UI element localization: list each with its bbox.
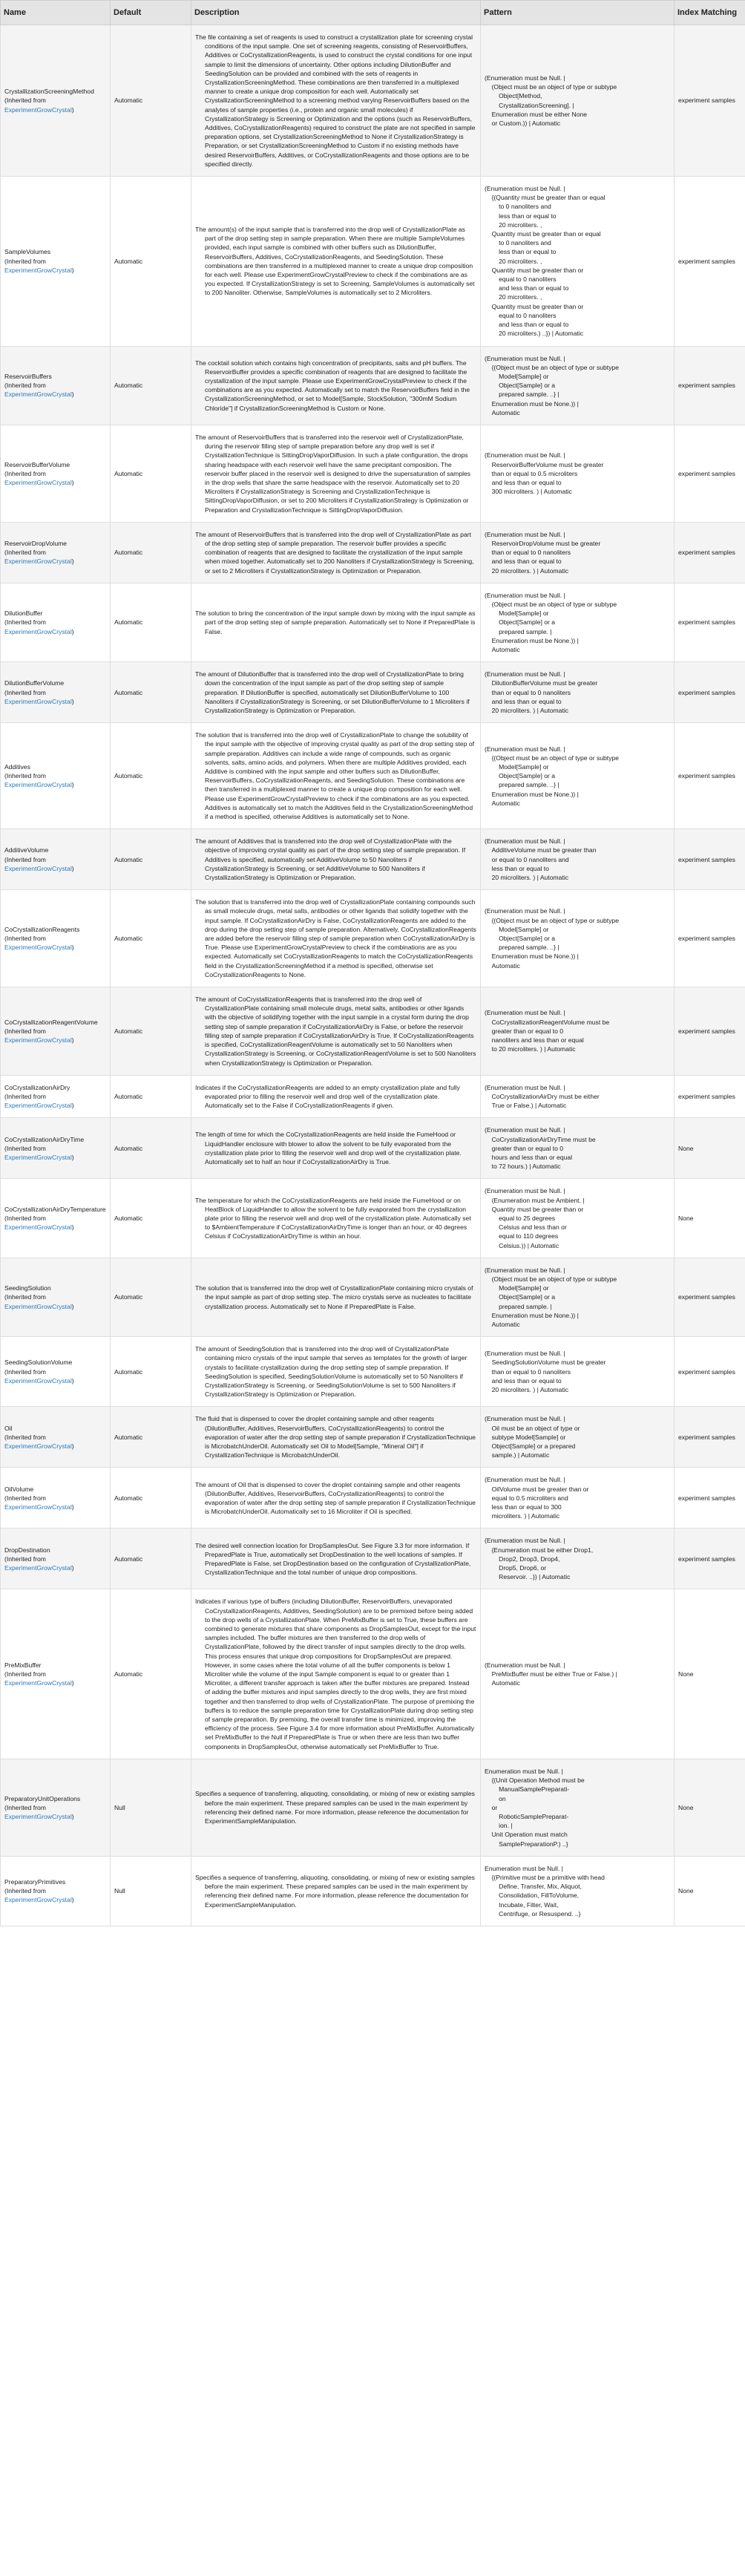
inherited-link[interactable]: ExperimentGrowCrystal (4, 478, 72, 486)
option-index-matching: experiment samples (675, 1075, 745, 1118)
option-name-cell (1, 1118, 111, 1179)
option-name-cell (1, 1075, 111, 1118)
option-name-cell (1, 1407, 111, 1468)
option-description: The file containing a set of reagents is used to construct a crystallization plate for screening crystal conditions of the input sample. One set of screening reagents, consisting of ReservoirBuffers, Additives or CoCrystallizationReagents, is used to construct the crystal conditions for one input sample to limit the dimensions of uncertainty. Other options including DilutionBuffer and SeedingSolution can be provided and combined with the sets of reagents in CrystallizationScreeningMethod. These combinations are then transferred in a multiplexed manner to create a unique drop composition for each well. Automatically set CrystallizationScreeningMethod to a screening method varying ReservoirBuffers based on the analytes of sample properties (i.e., protein and organic small molecules) if CrystallizationStrategy is Screening or Optimization and the options (such as ReservoirBuffers, Additives, CoCrystallizationReagents) required to construct the plate are not specified in sample preparation options, set CrystallizationScreeningMethod to None if CrystallizationStrategy is Preparation, or set CrystallizationScreeningMethod to Custom if no existing methods have desired ReservoirBuffers, Additives, or CoCrystallizationReagents and those options are to be specified directly. (195, 33, 476, 168)
option-name: Oil (4, 1424, 13, 1432)
inherited-suffix: ) (71, 266, 74, 274)
option-name: SeedingSolution (4, 1284, 51, 1292)
inherited-note (4, 771, 106, 789)
option-row (1, 1118, 745, 1179)
option-index-matching: experiment samples (675, 522, 745, 583)
option-row (1, 1759, 745, 1856)
inherited-note (4, 469, 106, 487)
option-default: Automatic (111, 662, 191, 723)
option-name-cell (1, 987, 111, 1076)
option-name-cell (1, 346, 111, 425)
inherited-note (4, 1886, 106, 1904)
option-row (1, 890, 745, 987)
inherited-note (4, 1670, 106, 1687)
option-description-cell (191, 1118, 481, 1179)
table-body (1, 25, 745, 1926)
option-name-cell (1, 25, 111, 177)
inherited-note (4, 1144, 106, 1162)
option-name-cell (1, 522, 111, 583)
option-name: DropDestination (4, 1546, 50, 1554)
option-default: Automatic (111, 890, 191, 987)
option-description: The amount(s) of the input sample that is transferred into the drop well of CrystallizationPlate as part of the drop setting step in sample preparation. When there are multiple SampleVolumes provided, each input sample is combined with other buffers such as DilutionBuffer, ReservoirBuffers, Additives, CoCrystallizationReagents, and SeedingSolution. These combinations are then transferred in a multiplexed manner to create a unique drop composition for each well. Please use ExperimentGrowCrystalPreview to check if the combinations are as you expected. If CrystallizationStrategy is set to Screening, SampleVolumes is automatically set to 200 Nanoliter. Otherwise, SampleVolumes is automatically set to 2 Microliters. (195, 225, 475, 297)
option-index-matching: experiment samples (675, 346, 745, 425)
inherited-suffix: ) (71, 944, 74, 952)
inherited-prefix: (Inherited from (4, 1803, 46, 1811)
option-pattern: (Enumeration must be Null. | Oil must be an object of type or subtype Model[Sample] or Object[Sample] or a prepared sample.) | Automatic (481, 1407, 675, 1468)
option-default: Automatic (111, 1258, 191, 1336)
inherited-link[interactable]: ExperimentGrowCrystal (4, 697, 72, 705)
option-description: The amount of SeedingSolution that is transferred into the drop well of CrystallizationPlate containing micro crystals of the input sample that serves as templates for the growth of larger crystals to facilitate crystallization during the drop setting step of sample preparation. If SeedingSolution is specified, SeedingSolutionVolume is automatically set to 50 Nanoliters if CrystallizationStrategy is Screening, or SeedingSolutionVolume is set to 500 Nanoliters if CrystallizationStrategy is Optimization or Preparation. (195, 1345, 467, 1399)
inherited-link[interactable]: ExperimentGrowCrystal (4, 1679, 72, 1687)
option-default: Automatic (111, 1468, 191, 1529)
option-description: The fluid that is dispensed to cover the droplet containing sample and other reagents (DilutionBuffer, Additives, ReservoirBuffers, CoCrystallizationReagents) to control the evaporation of water after the drop setting step of sample preparation if CrystallizationTechnique is MicrobatchUnderOil. Automatically set Oil to Model[Sample, "Mineral Oil"] if CrystallizationTechnique is MicrobatchUnderOil. (195, 1415, 476, 1459)
option-default: Automatic (111, 1529, 191, 1589)
option-description: The amount of Additives that is transferred into the drop well of CrystallizationPlate with the objective of improving crystal quality as part of the drop setting step of sample preparation. If Additives is specified, automatically set AdditiveVolume to 50 Nanoliters if CrystallizationStrategy is Screening, or set AdditiveVolume to 500 Nanoliters if CrystallizationStrategy is Optimization or Preparation. (195, 837, 466, 882)
option-row (1, 723, 745, 829)
option-default: Automatic (111, 1179, 191, 1258)
option-index-matching: experiment samples (675, 1529, 745, 1589)
option-name-cell (1, 1589, 111, 1759)
option-row (1, 425, 745, 522)
option-name: ReservoirBuffers (4, 372, 52, 380)
inherited-note (4, 96, 106, 114)
option-row (1, 1407, 745, 1468)
inherited-note (4, 934, 106, 952)
option-pattern: (Enumeration must be Null. | ReservoirDropVolume must be greater than or equal to 0 nanoliters and less than or equal to 20 microliters. ) | Automatic (481, 522, 675, 583)
inherited-link[interactable]: ExperimentGrowCrystal (4, 1896, 72, 1904)
inherited-link[interactable]: ExperimentGrowCrystal (4, 266, 72, 274)
inherited-suffix: ) (71, 1302, 74, 1310)
inherited-suffix: ) (71, 1896, 74, 1904)
option-description-cell (191, 1075, 481, 1118)
option-default: Automatic (111, 425, 191, 522)
inherited-prefix: (Inherited from (4, 1494, 46, 1502)
option-index-matching: experiment samples (675, 177, 745, 346)
option-pattern: (Enumeration must be Null. | PreMixBuffer must be either True or False.) | Automatic (481, 1589, 675, 1759)
inherited-link[interactable]: ExperimentGrowCrystal (4, 1223, 72, 1232)
option-row (1, 829, 745, 890)
option-description: The solution to bring the concentration of the input sample down by mixing with the input sample as part of the drop setting step of sample preparation. Automatically set to None if PreparedPlate is False. (195, 609, 476, 635)
inherited-prefix: (Inherited from (4, 1214, 46, 1222)
option-default: Null (111, 1759, 191, 1856)
option-pattern: (Enumeration must be Null. | {(Quantity must be greater than or equal to 0 nanoliters and less than or equal to 20 microliters. , Quantity must be greater than or equal to 0 nanoliters and less than or equal to 20 microliters. , Quantity must be greater than or equal to 0 nanoliters and less than or equal to 20 microliters. , Quantity must be greater than or equal to 0 nanoliters and less than or equal to 20 microliters.) ..}) | Automatic (481, 177, 675, 346)
option-row (1, 1075, 745, 1118)
option-default: Automatic (111, 1589, 191, 1759)
option-name-cell (1, 1468, 111, 1529)
inherited-prefix: (Inherited from (4, 469, 46, 477)
option-name: PreparatoryPrimitives (4, 1878, 66, 1886)
option-name: SampleVolumes (4, 248, 51, 256)
option-name: CoCrystallizationAirDryTime (4, 1135, 85, 1143)
option-description: The solution that is transferred into the drop well of CrystallizationPlate containing micro crystals of the input sample as part of drop setting step. The micro crystals serve as nucleates to facilitate crystallization process. Automatically set to None if PreparedPlate is False. (195, 1284, 473, 1310)
option-pattern: (Enumeration must be Null. | {Enumeration must be either Drop1, Drop2, Drop3, Drop4, Drop5, Drop6, or Reservoir. ..}) | Automatic (481, 1529, 675, 1589)
option-name-cell (1, 890, 111, 987)
header-pattern: Pattern (481, 1, 675, 25)
option-row (1, 1258, 745, 1336)
option-row (1, 346, 745, 425)
inherited-note (4, 1555, 106, 1572)
option-name: ReservoirBufferVolume (4, 460, 70, 468)
option-description-cell (191, 1407, 481, 1468)
inherited-link[interactable]: ExperimentGrowCrystal (4, 781, 72, 789)
inherited-prefix: (Inherited from (4, 935, 46, 943)
option-name-cell (1, 829, 111, 890)
option-pattern: Enumeration must be Null. | {(Unit Operation Method must be ManualSamplePreparati- on or RoboticSamplePreparat- ion. | Unit Operation must match SamplePreparationP.) ..} (481, 1759, 675, 1856)
inherited-prefix: (Inherited from (4, 1293, 46, 1301)
option-description-cell (191, 829, 481, 890)
inherited-prefix: (Inherited from (4, 549, 46, 557)
option-name-cell (1, 1759, 111, 1856)
inherited-link[interactable]: ExperimentGrowCrystal (4, 390, 72, 399)
inherited-prefix: (Inherited from (4, 382, 46, 390)
inherited-note (4, 1367, 106, 1385)
option-pattern: (Enumeration must be Null. | CoCrystallizationReagentVolume must be greater than or equal to 0 nanoliters and less than or equal to 20 microliters. ) | Automatic (481, 987, 675, 1076)
option-index-matching: experiment samples (675, 583, 745, 661)
option-description: The amount of CoCrystallizationReagents that is transferred into the drop well of CrystallizationPlate containing small molecule drugs, metal salts, antibodies or other ligands with the objective of solidifying together with the input sample in a crystal form during the drop setting step of sample preparation if CoCrystallizationAirDry is False, or before the reservoir filling step of sample preparation if CoCrystallizationAirDry is True. If CoCrystallizationReagents is specified, CoCrystallizationReagentVolume is automatically set to 50 Nanoliters when CrystallizationStrategy is Screening, or CoCrystallizationReagentVolume is set to 500 Nanoliters when CrystallizationStrategy is Optimization or Preparation. (195, 996, 476, 1067)
option-row (1, 25, 745, 177)
option-default: Automatic (111, 346, 191, 425)
option-description-cell (191, 177, 481, 346)
option-description: Specifies a sequence of transferring, aliquoting, consolidating, or mixing of new or existing samples before the main experiment. These prepared samples can be used in the main experiment by referencing their defined name. For more information, please reference the documentation for ExperimentSampleManipulation. (195, 1873, 475, 1909)
inherited-link[interactable]: ExperimentGrowCrystal (4, 1376, 72, 1385)
option-default: Automatic (111, 1407, 191, 1468)
option-description-cell (191, 1258, 481, 1336)
option-row (1, 177, 745, 346)
inherited-suffix: ) (71, 478, 74, 486)
inherited-note (4, 381, 106, 399)
inherited-prefix: (Inherited from (4, 1555, 46, 1563)
option-pattern: (Enumeration must be Null. | {(Object must be an object of type or subtype Model[Sample] or Object[Sample] or a prepared sample. ..} | Enumeration must be None.)) | Automatic (481, 346, 675, 425)
option-name-cell (1, 1529, 111, 1589)
inherited-note (4, 1027, 106, 1045)
inherited-suffix: ) (71, 1564, 74, 1572)
inherited-note (4, 1092, 106, 1110)
option-index-matching: None (675, 1589, 745, 1759)
inherited-link[interactable]: ExperimentGrowCrystal (4, 627, 72, 635)
option-index-matching: experiment samples (675, 25, 745, 177)
option-index-matching: experiment samples (675, 987, 745, 1076)
option-description: Specifies a sequence of transferring, aliquoting, consolidating, or mixing of new or existing samples before the main experiment. These prepared samples can be used in the main experiment by referencing their defined name. For more information, please reference the documentation for ExperimentSampleManipulation. (195, 1790, 475, 1825)
option-name: DilutionBufferVolume (4, 679, 65, 687)
option-description-cell (191, 583, 481, 661)
option-description: The amount of DilutionBuffer that is transferred into the drop well of CrystallizationPlate to bring down the concentration of the input sample as part of the drop setting step of sample preparation. If DilutionBuffer is specified, automatically set DilutionBufferVolume to 100 Nanoliters if CrystallizationStrategy is Screening, or set DilutionBufferVolume to 1 Microliters if CrystallizationStrategy is Optimization or Preparation. (195, 670, 470, 714)
option-name: SeedingSolutionVolume (4, 1359, 73, 1367)
option-row (1, 662, 745, 723)
option-name-cell (1, 583, 111, 661)
option-name: CoCrystallizationReagents (4, 925, 80, 933)
inherited-suffix: ) (71, 697, 74, 705)
inherited-note (4, 618, 106, 635)
option-name: Additives (4, 762, 30, 771)
option-description: Indicates if the CoCrystallizationReagents are added to an empty crystallization plate and fully evaporated prior to filling the reservoir well and drop well of the crystallization plate. Automatically set to the False if CoCrystallizationReagents if given. (195, 1083, 460, 1110)
inherited-prefix: (Inherited from (4, 97, 46, 105)
option-pattern: (Enumeration must be Null. | (Enumeration must be Ambient. | Quantity must be greater than or equal to 25 degrees Celsius and less than or equal to 110 degrees Celsius.)) | Automatic (481, 1179, 675, 1258)
inherited-suffix: ) (71, 1036, 74, 1044)
option-name-cell (1, 177, 111, 346)
option-description-cell (191, 1856, 481, 1926)
option-pattern: (Enumeration must be Null. | CoCrystallizationAirDryTime must be greater than or equal to 0 hours and less than or equal to 72 hours.) | Automatic (481, 1118, 675, 1179)
inherited-prefix: (Inherited from (4, 855, 46, 863)
inherited-note (4, 257, 106, 275)
option-default: Automatic (111, 829, 191, 890)
inherited-link[interactable]: ExperimentGrowCrystal (4, 944, 72, 952)
inherited-prefix: (Inherited from (4, 772, 46, 780)
inherited-link[interactable]: ExperimentGrowCrystal (4, 1302, 72, 1310)
option-index-matching: experiment samples (675, 890, 745, 987)
inherited-note (4, 1803, 106, 1821)
option-row (1, 1179, 745, 1258)
option-default: Null (111, 1856, 191, 1926)
option-row (1, 1589, 745, 1759)
option-pattern: (Enumeration must be Null. | {(Object must be an object of type or subtype Model[Sample] or Object[Sample] or a prepared sample. ..} | Enumeration must be None.)) | Automatic (481, 890, 675, 987)
option-pattern: Enumeration must be Null. | {(Primitive must be a primitive with head Define, Transfer, Mix, Aliquot, Consolidation, FillToVolume, Incubate, Filter, Wait, Centrifuge, or Resuspend. ..} (481, 1856, 675, 1926)
option-name: PreparatoryUnitOperations (4, 1794, 81, 1802)
option-name-cell (1, 1179, 111, 1258)
option-index-matching: None (675, 1759, 745, 1856)
inherited-note (4, 855, 106, 873)
option-name: ReservoirDropVolume (4, 539, 68, 547)
option-name: AdditiveVolume (4, 846, 49, 854)
header-name: Name (1, 1, 111, 25)
option-description: The cocktail solution which contains high concentration of precipitants, salts and pH buffers. The ReservoirBuffer provides a specific combination of reagents that are designed to facilitate the crystallization of the input sample. Please use ExperimentGrowCrystalPreview to check if the combinations are as you expected. Automatically set to match the ReservoirBuffers field in the CrystallizationScreeningMethod, or set to Model[Sample, StockSolution, "300mM Sodium Chloride"] if CrystallizationScreeningMethod is Custom or None. (195, 359, 470, 412)
option-description-cell (191, 1759, 481, 1856)
inherited-note (4, 1292, 106, 1310)
inherited-note (4, 1433, 106, 1451)
option-pattern: (Enumeration must be Null. | AdditiveVolume must be greater than or equal to 0 nanoliters and less than or equal to 20 microliters. ) | Automatic (481, 829, 675, 890)
option-index-matching: None (675, 1118, 745, 1179)
option-description-cell (191, 522, 481, 583)
option-description-cell (191, 25, 481, 177)
inherited-note (4, 1214, 106, 1232)
option-pattern: (Enumeration must be Null. | (Object must be an object of type or subtype Object[Method, CrystallizationScreening]. | Enumeration must be either None or Custom.)) | Automatic (481, 25, 675, 177)
option-default: Automatic (111, 987, 191, 1076)
option-description: The solution that is transferred into the drop well of CrystallizationPlate to change the solubility of the input sample with the objective of improving crystal quality as part of the drop setting step of sample preparation. Additives can include a wide range of compounds, such as organic solvents, salts, amino acids, and polymers. When there are multiple Additives provided, each Additive is combined with the input sample and other buffers such as DilutionBuffer, ReservoirBuffers, CoCrystallizationReagents, and SeedingSolution. These combinations are then transferred in a multiplexed manner to create a unique drop composition for each well. Please use ExperimentGrowCrystalPreview to check if the combinations are as you expected. Additives is automatically set to match the Additives field in the CrystallizationScreeningMethod if a method is specified, otherwise Additives is automatically set to None. (195, 731, 475, 821)
inherited-prefix: (Inherited from (4, 1027, 46, 1035)
option-description: The amount of ReservoirBuffers that is transferred into the drop well of CrystallizationPlate as part of the drop setting step of sample preparation. The reservoir buffer provides a specific combination of reagents that are designed to facilitate the crystallization of the input sample when mixed together. Automatically set to 200 Nanoliters if CrystallizationStrategy is Screening, or set to 2 Microliters if CrystallizationStrategy is Optimization or Preparation. (195, 530, 474, 575)
option-index-matching: experiment samples (675, 1407, 745, 1468)
inherited-suffix: ) (71, 1812, 74, 1820)
header-row (1, 1, 745, 25)
option-row (1, 987, 745, 1076)
option-name: DilutionBuffer (4, 609, 43, 618)
inherited-suffix: ) (71, 1223, 74, 1232)
inherited-prefix: (Inherited from (4, 1670, 46, 1678)
inherited-link[interactable]: ExperimentGrowCrystal (4, 1153, 72, 1161)
option-pattern: (Enumeration must be Null. | OilVolume must be greater than or equal to 0.5 microliters and less than or equal to 300 microliters. ) | Automatic (481, 1468, 675, 1529)
option-description-cell (191, 346, 481, 425)
inherited-prefix: (Inherited from (4, 1433, 46, 1441)
inherited-note (4, 1494, 106, 1511)
inherited-link[interactable]: ExperimentGrowCrystal (4, 1812, 72, 1820)
inherited-suffix: ) (71, 390, 74, 399)
inherited-suffix: ) (71, 558, 74, 566)
option-description-cell (191, 723, 481, 829)
option-name-cell (1, 662, 111, 723)
option-description: The temperature for which the CoCrystallizationReagents are held inside the FumeHood or on HeatBlock of LiquidHandler to allow the solvent to be fully evaporated from the crystallization plate prior to filling the reservoir well and drop well of the crystallization plate. Automatically set to $AmbientTemperature if CoCrystallizationAirDryTime is longer than an hour, or 40 degrees Celsius if CoCrystallizationAirDryTime is within an hour. (195, 1196, 471, 1240)
option-index-matching: experiment samples (675, 829, 745, 890)
option-default: Automatic (111, 723, 191, 829)
inherited-suffix: ) (71, 105, 74, 114)
option-row (1, 583, 745, 661)
inherited-prefix: (Inherited from (4, 1887, 46, 1895)
option-row (1, 522, 745, 583)
inherited-suffix: ) (71, 1679, 74, 1687)
option-index-matching: experiment samples (675, 425, 745, 522)
option-index-matching: None (675, 1856, 745, 1926)
option-index-matching: experiment samples (675, 1337, 745, 1407)
option-description-cell (191, 1337, 481, 1407)
option-description: The length of time for which the CoCrystallizationReagents are held inside the FumeHood or LiquidHandler enclosure with blower to allow the solvent to be fully evaporated from the crystallization plate prior to filling the reservoir well and drop well of the crystallization plate. Automatically set to half an hour if CoCrystallizationAirDry is True. (195, 1131, 462, 1166)
option-pattern: (Enumeration must be Null. | (Object must be an object of type or subtype Model[Sample] or Object[Sample] or a prepared sample. | Enumeration must be None.)) | Automatic (481, 583, 675, 661)
header-description: Description (191, 1, 481, 25)
option-name: PreMixBuffer (4, 1661, 42, 1669)
inherited-suffix: ) (71, 864, 74, 872)
inherited-link[interactable]: ExperimentGrowCrystal (4, 1036, 72, 1044)
option-pattern: (Enumeration must be Null. | (Object must be an object of type or subtype Model[Sample] or Object[Sample] or a prepared sample. | Enumeration must be None.)) | Automatic (481, 1258, 675, 1336)
inherited-link[interactable]: ExperimentGrowCrystal (4, 105, 72, 114)
option-default: Automatic (111, 1118, 191, 1179)
option-row (1, 1468, 745, 1529)
option-description: The amount of ReservoirBuffers that is transferred into the reservoir well of CrystallizationPlate, during the reservoir filling step of sample preparation before any drop well is set if CrystallizationTechnique is SittingDropVaporDiffusion. In such a plate configuration, the drops sharing headspace with each reservoir well have the same precipitant composition. The reservoir buffer placed in the reservoir well is designed to drive the supersaturation of samples in the drop wells that share the same headspace with the reservoir. Automatically set to 20 Microliters if CrystallizationStrategy is Screening and CrystallizationTechnique is SittingDropVaporDiffusion, or set to 200 Microliters if CrystallizationStrategy is Optimization or Preparation and CrystallizationTechnique is SittingDropVaporDiffusion. (195, 433, 471, 514)
option-pattern: (Enumeration must be Null. | SeedingSolutionVolume must be greater than or equal to 0 nanoliters and less than or equal to 20 microliters. ) | Automatic (481, 1337, 675, 1407)
option-row (1, 1856, 745, 1926)
option-description: The amount of Oil that is dispensed to cover the droplet containing sample and other reagents (DilutionBuffer, Additives, ReservoirBuffers, CoCrystallizationReagents) to control the evaporation of water after the drop setting step of sample preparation if CrystallizationTechnique is MicrobatchUnderOil. Automatically set to 16 Microliter if Oil is specified. (195, 1480, 476, 1516)
option-name: CoCrystallizationReagentVolume (4, 1018, 98, 1026)
inherited-suffix: ) (71, 1442, 74, 1450)
inherited-link[interactable]: ExperimentGrowCrystal (4, 558, 72, 566)
option-name: CoCrystallizationAirDryTemperature (4, 1205, 106, 1213)
option-index-matching: experiment samples (675, 1258, 745, 1336)
option-index-matching: experiment samples (675, 662, 745, 723)
option-default: Automatic (111, 1337, 191, 1407)
inherited-prefix: (Inherited from (4, 1367, 46, 1376)
option-description-cell (191, 662, 481, 723)
option-description-cell (191, 1468, 481, 1529)
inherited-suffix: ) (71, 1503, 74, 1511)
option-description-cell (191, 890, 481, 987)
inherited-prefix: (Inherited from (4, 1092, 46, 1100)
inherited-suffix: ) (71, 627, 74, 635)
option-pattern: (Enumeration must be Null. | CoCrystallizationAirDry must be either True or False.) | Automatic (481, 1075, 675, 1118)
option-default: Automatic (111, 583, 191, 661)
option-description-cell (191, 425, 481, 522)
option-name: CrystallizationScreeningMethod (4, 88, 94, 96)
option-default: Automatic (111, 1075, 191, 1118)
option-name-cell (1, 723, 111, 829)
option-name-cell (1, 1337, 111, 1407)
inherited-suffix: ) (71, 1153, 74, 1161)
option-row (1, 1337, 745, 1407)
inherited-note (4, 688, 106, 706)
option-name-cell (1, 1856, 111, 1926)
inherited-link[interactable]: ExperimentGrowCrystal (4, 1102, 72, 1110)
inherited-suffix: ) (71, 1102, 74, 1110)
option-pattern: (Enumeration must be Null. | {(Object must be an object of type or subtype Model[Sample] or Object[Sample] or a prepared sample. ..} | Enumeration must be None.)) | Automatic (481, 723, 675, 829)
option-name-cell (1, 425, 111, 522)
inherited-prefix: (Inherited from (4, 688, 46, 696)
option-description: Indicates if various type of buffers (including DilutionBuffer, ReservoirBuffers, unevaporated CoCrystallizationReagents, Additives, SeedingSolution) are to be premixed before being added to the drop wells of a CrystallizationPlate. When PreMixBuffer is set to True, these buffers are combined to generate mixtures that share components as DropSamplesOut, except for the input samples included. The buffer mixtures are then transferred to the drop wells of CrystallizationPlate, followed by the direct transfer of input samples directly to the drop wells. This process ensures that unique drop compositions for DropSamplesOut are prepared. However, in some cases where the total volume of all the buffer components is below 1 Microliter while the volume of the input Sample component is equal to or greater than 1 Microliter, a different transfer approach is taken after the buffer mixtures are prepared. Instead of adding the buffer mixtures and input samples directly to the drop wells, they are first mixed together and then transferred to drop wells of CrystallizationPlate. The purpose of premixing the buffers is to reduce the sample preparation time for CrystallizationPlate during drop setting step of sample preparation. By premixing, the overall transfer time is minimized, improving the efficiency of the process. See Figure 3.4 for more information about PreMixBuffer. Automatically set PreMixBuffer to the Null if PreparedPlate is True or when there are less than two buffer components in DropSamplesOut, otherwise automatically set PreMixBuffer to True. (195, 1598, 476, 1750)
inherited-link[interactable]: ExperimentGrowCrystal (4, 864, 72, 872)
option-pattern: (Enumeration must be Null. | ReservoirBufferVolume must be greater than or equal to 0.5 microliters and less than or equal to 300 microliters. ) | Automatic (481, 425, 675, 522)
option-description: The solution that is transferred into the drop well of CrystallizationPlate containing compounds such as small molecule drugs, metal salts, antibodies or other ligands that solidify together with the input sample. If CoCrystallizationAirDry is False, CoCrystallizationReagents are added to the drop during the drop setting step of sample preparation. Alternatively, CoCrystallizationReagents are added before the reservoir filling step of sample preparation when CoCrystallizationAirDry is True. Please use ExperimentGrowCrystalPreview to check if the combinations are as you expected. Automatically set CoCrystallizationReagents to match the CoCrystallizationReagents field in the CrystallizationScreeningMethod if a method is specified, otherwise set CoCrystallizationReagents to None. (195, 898, 476, 978)
inherited-link[interactable]: ExperimentGrowCrystal (4, 1503, 72, 1511)
inherited-link[interactable]: ExperimentGrowCrystal (4, 1442, 72, 1450)
header-index-matching: Index Matching (675, 1, 745, 25)
option-default: Automatic (111, 177, 191, 346)
option-index-matching: experiment samples (675, 723, 745, 829)
option-name: OilVolume (4, 1485, 34, 1493)
option-name: CoCrystallizationAirDry (4, 1083, 70, 1091)
inherited-suffix: ) (71, 1376, 74, 1385)
inherited-link[interactable]: ExperimentGrowCrystal (4, 1564, 72, 1572)
inherited-prefix: (Inherited from (4, 1144, 46, 1152)
inherited-note (4, 548, 106, 566)
option-pattern: (Enumeration must be Null. | DilutionBufferVolume must be greater than or equal to 0 nanoliters and less than or equal to 20 microliters. ) | Automatic (481, 662, 675, 723)
option-description-cell (191, 1529, 481, 1589)
option-index-matching: None (675, 1179, 745, 1258)
option-description-cell (191, 987, 481, 1076)
header-default: Default (111, 1, 191, 25)
option-description-cell (191, 1589, 481, 1759)
option-description-cell (191, 1179, 481, 1258)
option-description: The desired well connection location for DropSamplesOut. See Figure 3.3 for more information. If PreparedPlate is True, automatically set DropDestination to the well locations of samples. If PreparedPlate is False, set DropDestination based on the configuration of CrystallizationPlate, CrystallizationTechnique and the total number of unique drop compositions. (195, 1541, 471, 1577)
inherited-prefix: (Inherited from (4, 257, 46, 265)
option-default: Automatic (111, 25, 191, 177)
option-row (1, 1529, 745, 1589)
inherited-prefix: (Inherited from (4, 618, 46, 627)
option-name-cell (1, 1258, 111, 1336)
inherited-suffix: ) (71, 781, 74, 789)
option-index-matching: experiment samples (675, 1468, 745, 1529)
option-default: Automatic (111, 522, 191, 583)
